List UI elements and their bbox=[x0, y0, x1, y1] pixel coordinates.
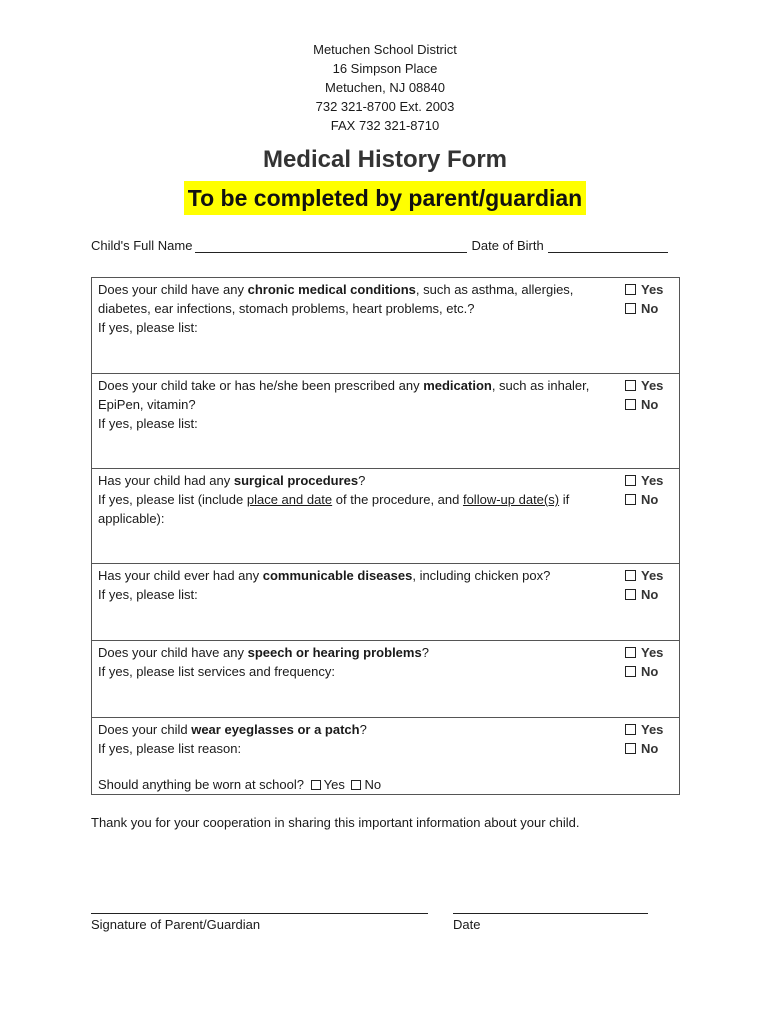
checkbox-icon bbox=[625, 303, 636, 314]
page-subtitle: To be completed by parent/guardian bbox=[184, 181, 586, 215]
no-checkbox[interactable]: No bbox=[625, 299, 663, 318]
question-text: Does your child take or has he/she been prescribed any medication, such as inhaler, EpiPen, vitamin? If yes, please list: bbox=[98, 378, 590, 431]
yes-checkbox[interactable]: Yes bbox=[625, 471, 663, 490]
followup-prompt: If yes, please list: bbox=[98, 416, 198, 431]
yes-checkbox[interactable]: Yes bbox=[625, 280, 663, 299]
question-text: Does your child have any chronic medical conditions, such as asthma, allergies, diabetes, ear infections, stomach problems, heart problems, etc.? If yes, please list: bbox=[98, 282, 574, 335]
district-street: 16 Simpson Place bbox=[332, 61, 438, 76]
medical-questions-table bbox=[91, 277, 680, 795]
dob-label: Date of Birth bbox=[471, 238, 544, 253]
question-speech-hearing bbox=[92, 641, 679, 718]
question-text: Has your child had any surgical procedures? If yes, please list (include place and date of the procedure, and follow-up date(s) if applicable): bbox=[98, 473, 570, 526]
checkbox-icon bbox=[625, 724, 636, 735]
checkbox-icon bbox=[625, 743, 636, 754]
thank-you-note: Thank you for your cooperation in sharing this important information about your child. bbox=[91, 815, 580, 830]
yes-checkbox[interactable]: Yes bbox=[625, 566, 663, 585]
question-eyeglasses-patch bbox=[92, 718, 679, 794]
followup-prompt: If yes, please list services and frequency: bbox=[98, 664, 336, 679]
dob-field[interactable] bbox=[548, 238, 668, 253]
child-info-row bbox=[91, 238, 681, 253]
question-text: Does your child wear eyeglasses or a patch? If yes, please list reason: bbox=[98, 722, 367, 756]
question-text: Has your child ever had any communicable diseases, including chicken pox? If yes, please list: bbox=[98, 568, 551, 602]
question-communicable-diseases bbox=[92, 564, 679, 641]
child-name-field[interactable] bbox=[195, 238, 467, 253]
date-label: Date bbox=[453, 917, 481, 932]
child-name-label: Child's Full Name bbox=[91, 238, 193, 253]
question-chronic-conditions bbox=[92, 278, 679, 374]
district-header bbox=[0, 40, 770, 135]
checkbox-icon bbox=[625, 284, 636, 295]
question-surgical-procedures bbox=[92, 469, 679, 564]
page-title: Medical History Form bbox=[262, 146, 508, 173]
question-text: Does your child have any speech or hearing problems? If yes, please list services and frequency: bbox=[98, 645, 429, 679]
followup-prompt: If yes, please list: bbox=[98, 587, 198, 602]
worn-at-school-question: Should anything be worn at school? Yes No bbox=[98, 777, 382, 792]
no-checkbox[interactable]: No bbox=[625, 395, 663, 414]
district-city: Metuchen, NJ 08840 bbox=[325, 80, 445, 95]
checkbox-icon bbox=[625, 647, 636, 658]
checkbox-icon bbox=[625, 399, 636, 410]
school-no-checkbox[interactable] bbox=[351, 780, 361, 790]
checkbox-icon bbox=[625, 666, 636, 677]
checkbox-icon bbox=[625, 589, 636, 600]
no-checkbox[interactable]: No bbox=[625, 662, 663, 681]
no-checkbox[interactable]: No bbox=[625, 490, 663, 509]
signature-label: Signature of Parent/Guardian bbox=[91, 917, 261, 932]
no-checkbox[interactable]: No bbox=[625, 739, 663, 758]
district-name: Metuchen School District bbox=[313, 42, 457, 57]
signature-field[interactable] bbox=[91, 912, 428, 914]
checkbox-icon bbox=[625, 570, 636, 581]
followup-prompt: If yes, please list: bbox=[98, 320, 198, 335]
yes-checkbox[interactable]: Yes bbox=[625, 720, 663, 739]
yes-checkbox[interactable]: Yes bbox=[625, 643, 663, 662]
yes-checkbox[interactable]: Yes bbox=[625, 376, 663, 395]
date-field[interactable] bbox=[453, 912, 648, 914]
checkbox-icon bbox=[625, 380, 636, 391]
district-phone: 732 321-8700 Ext. 2003 bbox=[315, 99, 455, 114]
checkbox-icon bbox=[625, 475, 636, 486]
followup-prompt: If yes, please list reason: bbox=[98, 741, 242, 756]
checkbox-icon bbox=[625, 494, 636, 505]
no-checkbox[interactable]: No bbox=[625, 585, 663, 604]
district-fax: FAX 732 321-8710 bbox=[330, 118, 440, 133]
question-medication bbox=[92, 374, 679, 469]
school-yes-checkbox[interactable] bbox=[311, 780, 321, 790]
